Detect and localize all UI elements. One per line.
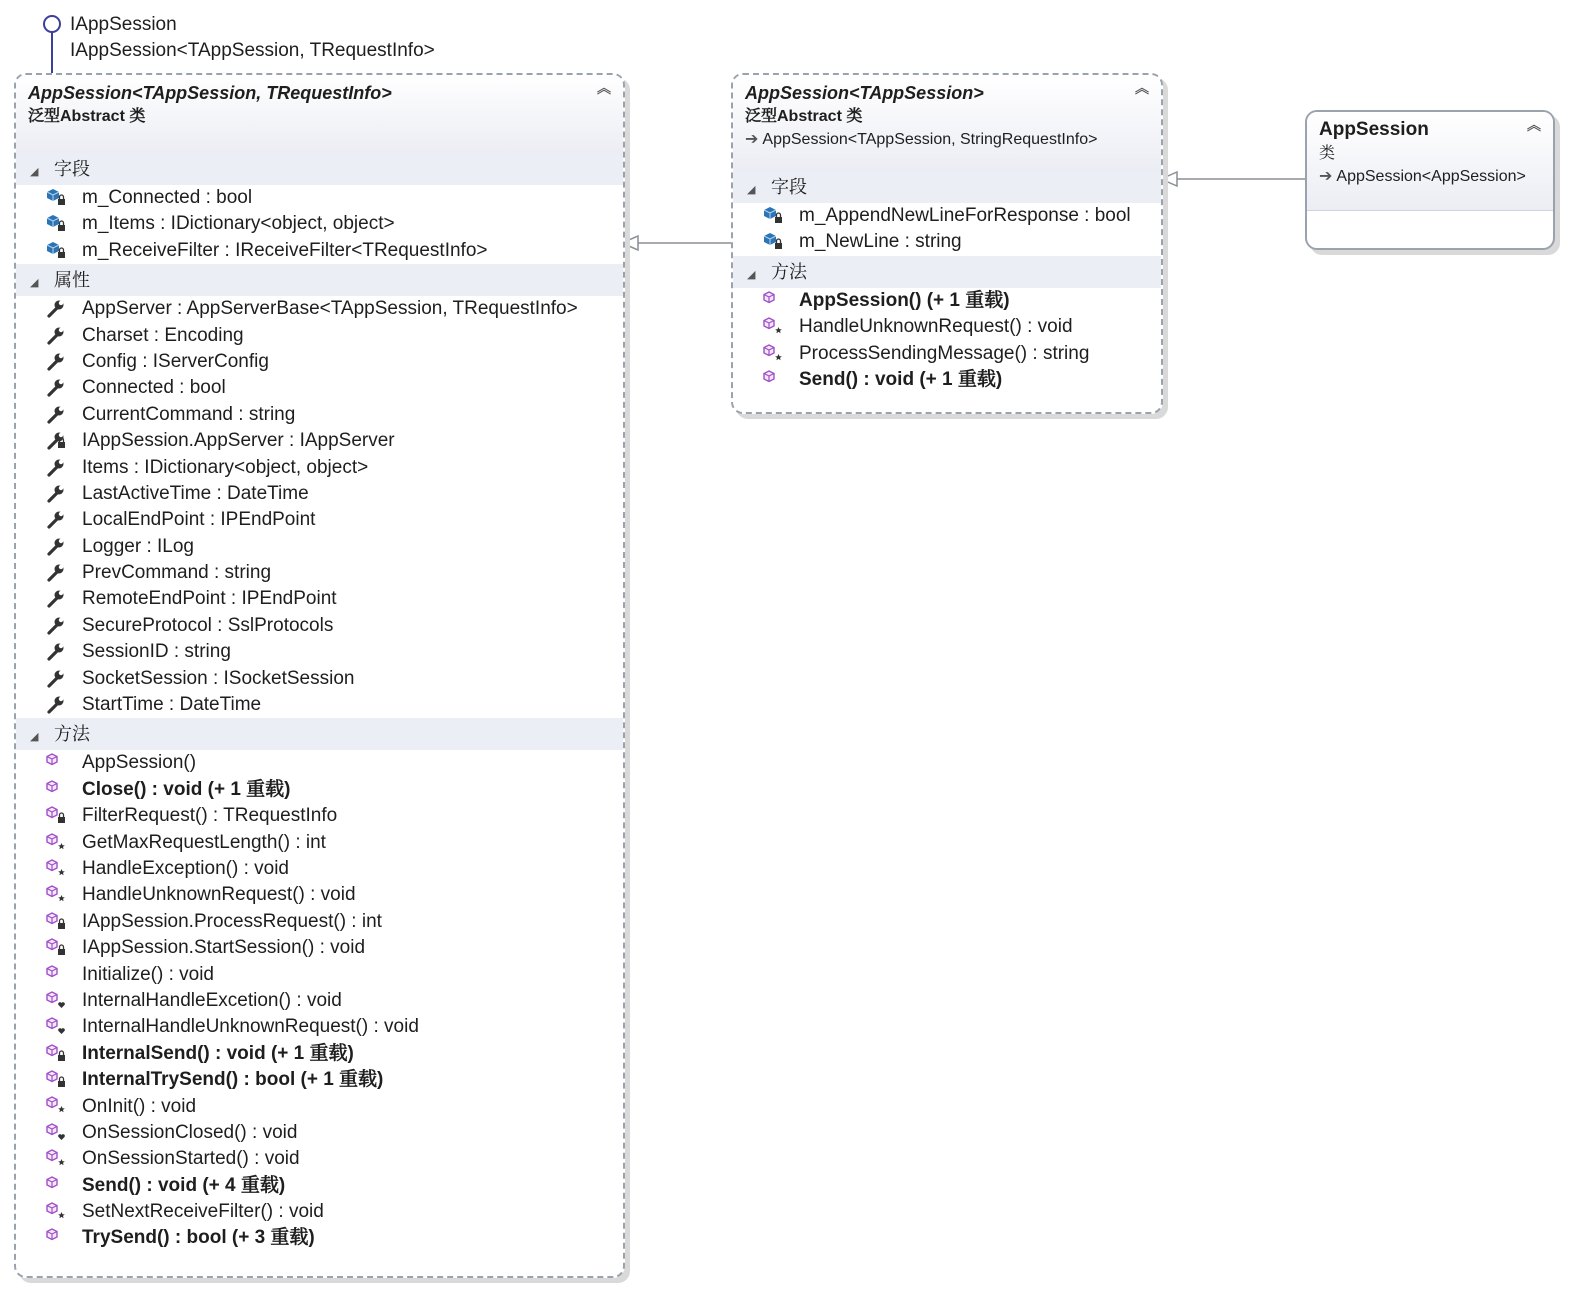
member-row[interactable] (16, 1173, 623, 1199)
triangle-down-icon[interactable]: ◢ (30, 731, 39, 744)
property-icon (46, 323, 82, 349)
class-name: AppSession (1319, 119, 1429, 140)
class-box-appsession-trequestinfo[interactable] (14, 73, 625, 1278)
member-row[interactable] (733, 314, 1161, 340)
method-protected-icon (46, 1199, 82, 1225)
member-row[interactable] (16, 666, 623, 692)
member-row[interactable] (16, 803, 623, 829)
section-title: 字段 (771, 177, 807, 197)
collapse-icon[interactable]: ︽ (1527, 117, 1541, 133)
member-label: InternalHandleUnknownRequest() : void (82, 1016, 419, 1038)
member-row[interactable] (16, 402, 623, 428)
member-row[interactable] (16, 296, 623, 322)
member-row[interactable] (16, 534, 623, 560)
section-header[interactable] (16, 264, 623, 296)
section-title: 字段 (54, 159, 90, 179)
method-protected-icon (46, 882, 82, 908)
method-public-icon (46, 1173, 82, 1199)
member-row[interactable] (16, 692, 623, 718)
member-row[interactable] (16, 935, 623, 961)
member-label: m_NewLine : string (799, 231, 962, 253)
member-label: m_Connected : bool (82, 187, 253, 209)
field-private-icon (46, 238, 82, 264)
member-label: m_AppendNewLineForResponse : bool (799, 205, 1131, 227)
field-private-icon (46, 211, 82, 237)
member-label: Connected : bool (82, 377, 226, 399)
member-label: m_ReceiveFilter : IReceiveFilter<TRequestInfo> (82, 240, 488, 261)
class-kind: 泛型Abstract 类 (745, 108, 863, 125)
member-row[interactable] (16, 238, 623, 264)
method-protected-icon (763, 341, 799, 367)
property-icon (46, 692, 82, 718)
member-label: InternalTrySend() : bool (+ 1 重载) (82, 1069, 384, 1091)
member-label: SessionID : string (82, 641, 231, 663)
property-icon (46, 455, 82, 481)
member-row[interactable] (16, 882, 623, 908)
property-icon (46, 375, 82, 401)
method-protected-icon (46, 856, 82, 882)
class-header (16, 75, 623, 153)
member-row[interactable] (16, 428, 623, 454)
triangle-down-icon[interactable]: ◢ (747, 184, 756, 196)
collapse-icon[interactable]: ︽ (597, 80, 611, 96)
member-row[interactable] (16, 455, 623, 481)
class-base (745, 129, 1121, 151)
method-private-icon (46, 935, 82, 961)
property-icon (46, 586, 82, 612)
member-label: AppSession() (+ 1 重载) (799, 290, 1010, 311)
method-public-icon (46, 750, 82, 776)
member-row[interactable] (16, 481, 623, 507)
method-public-icon (763, 367, 799, 393)
member-label: TrySend() : bool (+ 3 重载) (82, 1227, 315, 1249)
method-internal-icon (46, 1120, 82, 1146)
member-row[interactable] (16, 1014, 623, 1040)
class-box-appsession-tappsession[interactable] (731, 73, 1163, 414)
member-label: m_Items : IDictionary<object, object> (82, 213, 395, 235)
member-label: OnInit() : void (82, 1095, 197, 1117)
member-row[interactable] (733, 367, 1161, 393)
class-body (16, 153, 623, 1252)
member-row[interactable] (16, 909, 623, 935)
section-header[interactable] (733, 256, 1161, 288)
member-label: Config : IServerConfig (82, 351, 269, 373)
member-row[interactable] (16, 856, 623, 882)
method-internal-icon (46, 1014, 82, 1040)
member-row[interactable] (16, 830, 623, 856)
property-icon (46, 613, 82, 639)
property-icon (46, 349, 82, 375)
triangle-down-icon[interactable]: ◢ (30, 166, 39, 178)
member-label: AppSession() (82, 752, 197, 774)
class-header (733, 75, 1161, 171)
member-row[interactable] (16, 1199, 623, 1225)
member-label: LastActiveTime : DateTime (82, 483, 309, 505)
member-label: Logger : ILog (82, 535, 194, 557)
member-row[interactable] (16, 185, 623, 211)
class-kind: 泛型Abstract 类 (28, 108, 146, 125)
interface-lollipop-icon (44, 16, 60, 32)
member-row[interactable] (16, 349, 623, 375)
method-protected-icon (46, 1146, 82, 1172)
member-row[interactable] (16, 586, 623, 612)
member-label: RemoteEndPoint : IPEndPoint (82, 588, 337, 610)
member-label: StartTime : DateTime (82, 694, 262, 716)
property-icon (46, 666, 82, 692)
member-label: AppServer : AppServerBase<TAppSession, TRequestInfo> (82, 298, 578, 320)
arrow-right-icon: ➔ (745, 131, 759, 148)
member-label: Charset : Encoding (82, 324, 244, 346)
member-row[interactable] (16, 988, 623, 1014)
base-class-name: AppSession<AppSession> (1336, 168, 1526, 185)
member-label: SocketSession : ISocketSession (82, 667, 355, 689)
member-row[interactable] (16, 560, 623, 586)
member-row[interactable] (16, 323, 623, 349)
member-label: Initialize() : void (82, 963, 214, 985)
member-label: HandleUnknownRequest() : void (82, 884, 356, 906)
member-row[interactable] (16, 613, 623, 639)
member-row[interactable] (16, 507, 623, 533)
member-row[interactable] (16, 211, 623, 237)
class-base (1319, 166, 1526, 188)
member-label: InternalSend() : void (+ 1 重载) (82, 1042, 354, 1064)
interface-label (70, 12, 435, 64)
class-box-appsession[interactable] (1305, 110, 1555, 250)
method-internal-icon (46, 988, 82, 1014)
member-row[interactable] (16, 962, 623, 988)
method-private-icon (46, 1067, 82, 1093)
base-class-name: AppSession<TAppSession, StringRequestInfo> (762, 131, 1098, 148)
property-icon (46, 402, 82, 428)
class-name: AppSession<TAppSession, TRequestInfo> (28, 83, 392, 103)
property-icon (46, 560, 82, 586)
section-title: 属性 (54, 270, 90, 291)
member-label: ProcessSendingMessage() : string (799, 342, 1090, 364)
property-private-icon (46, 428, 82, 454)
member-label: OnSessionStarted() : void (82, 1148, 300, 1170)
triangle-down-icon[interactable]: ◢ (30, 277, 39, 290)
member-label: LocalEndPoint : IPEndPoint (82, 509, 316, 531)
class-name: AppSession<TAppSession> (745, 83, 984, 103)
member-label: IAppSession.AppServer : IAppServer (82, 430, 395, 452)
member-row[interactable] (16, 1120, 623, 1146)
member-label: IAppSession.StartSession() : void (82, 937, 366, 959)
property-icon (46, 296, 82, 322)
member-label: PrevCommand : string (82, 562, 272, 584)
class-header (1307, 112, 1553, 210)
member-label: Send() : void (+ 4 重载) (82, 1174, 286, 1196)
member-row[interactable] (16, 1094, 623, 1120)
member-label: CurrentCommand : string (82, 403, 296, 425)
property-icon (46, 534, 82, 560)
interface-name: IAppSession (70, 14, 177, 35)
method-protected-icon (46, 1094, 82, 1120)
member-label: GetMaxRequestLength() : int (82, 831, 326, 853)
method-public-icon (46, 962, 82, 988)
interface-generic-name: IAppSession<TAppSession, TRequestInfo> (70, 40, 435, 61)
member-label: Send() : void (+ 1 重载) (799, 369, 1003, 391)
method-public-icon (46, 1225, 82, 1251)
member-row[interactable] (16, 1146, 623, 1172)
section-title: 方法 (54, 724, 90, 745)
property-icon (46, 639, 82, 665)
member-label: SecureProtocol : SslProtocols (82, 615, 334, 637)
member-row[interactable] (16, 1041, 623, 1067)
member-row[interactable] (16, 1225, 623, 1251)
member-row[interactable] (733, 341, 1161, 367)
member-label: HandleException() : void (82, 858, 289, 880)
section-header[interactable] (733, 171, 1161, 203)
class-empty-body (1307, 210, 1553, 211)
method-protected-icon (763, 314, 799, 340)
arrow-right-icon: ➔ (1319, 168, 1333, 185)
section-header[interactable] (16, 718, 623, 750)
class-body (733, 171, 1161, 393)
triangle-down-icon[interactable]: ◢ (747, 268, 756, 281)
method-public-icon (763, 288, 799, 314)
method-private-icon (46, 1041, 82, 1067)
member-label: InternalHandleExcetion() : void (82, 990, 342, 1012)
collapse-icon[interactable]: ︽ (1135, 80, 1149, 96)
member-row[interactable] (733, 288, 1161, 314)
member-row[interactable] (16, 750, 623, 776)
property-icon (46, 481, 82, 507)
method-private-icon (46, 909, 82, 935)
method-private-icon (46, 803, 82, 829)
member-row[interactable] (733, 203, 1161, 229)
member-label: Items : IDictionary<object, object> (82, 456, 369, 478)
section-title: 方法 (771, 261, 807, 282)
member-label: OnSessionClosed() : void (82, 1122, 298, 1144)
method-protected-icon (46, 830, 82, 856)
member-row[interactable] (16, 375, 623, 401)
property-icon (46, 507, 82, 533)
field-private-icon (763, 229, 799, 255)
member-label: FilterRequest() : TRequestInfo (82, 805, 338, 827)
section-header[interactable] (16, 153, 623, 185)
method-public-icon (46, 777, 82, 803)
member-label: SetNextReceiveFilter() : void (82, 1201, 324, 1223)
member-row[interactable] (733, 229, 1161, 255)
member-label: Close() : void (+ 1 重载) (82, 779, 291, 801)
member-row[interactable] (16, 639, 623, 665)
member-row[interactable] (16, 1067, 623, 1093)
member-label: IAppSession.ProcessRequest() : int (82, 910, 382, 932)
field-private-icon (46, 185, 82, 211)
member-label: HandleUnknownRequest() : void (799, 316, 1073, 338)
field-private-icon (763, 203, 799, 229)
class-kind: 类 (1319, 145, 1336, 162)
inheritance-arrowhead-2 (1161, 172, 1177, 186)
member-row[interactable] (16, 777, 623, 803)
